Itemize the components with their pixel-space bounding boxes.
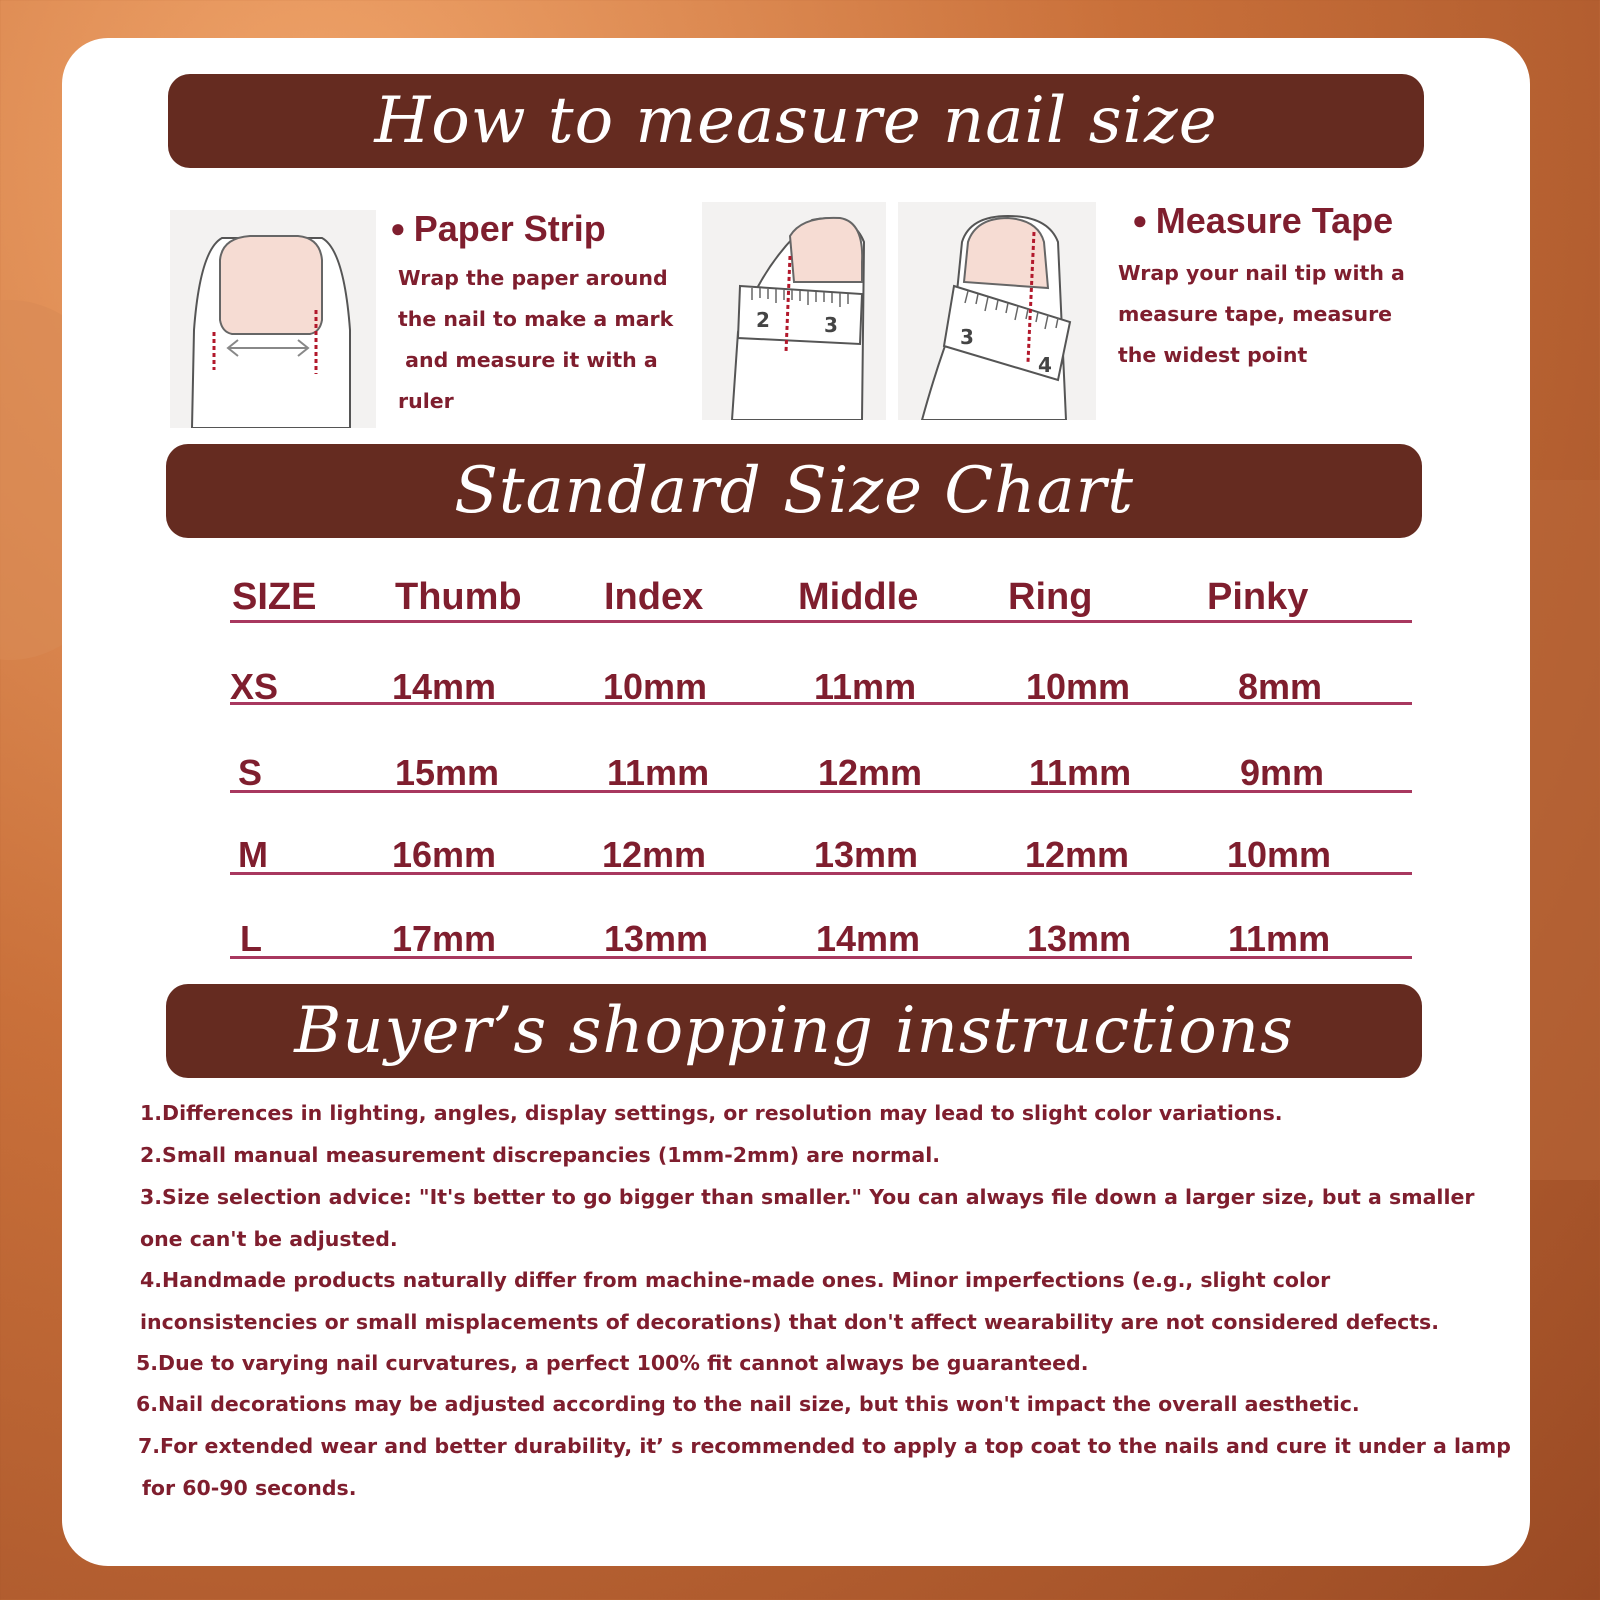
instructions-title-banner — [166, 984, 1422, 1078]
measure-tape-illustration-1 — [702, 202, 886, 420]
measure-tape-description — [1118, 253, 1418, 376]
table-cell: 13mm — [814, 834, 919, 875]
paper-strip-line: the nail to make a mark — [398, 307, 674, 331]
table-cell-size: L — [240, 918, 262, 959]
table-cell: 13mm — [604, 918, 709, 959]
content-card — [62, 38, 1530, 1566]
table-header-middle: Middle — [798, 576, 919, 618]
instruction-line: 3.Size selection advice: "It's better to go bigger than smaller." You can always file down a larger size, but a smaller — [140, 1185, 1475, 1209]
instructions-title: Buyer’s shopping instructions — [294, 994, 1294, 1068]
paper-strip-title: Paper Strip — [413, 208, 606, 249]
table-header-index: Index — [604, 576, 704, 618]
measure-tape-heading — [1132, 200, 1393, 242]
table-cell-size: XS — [230, 666, 279, 707]
table-cell: 10mm — [1026, 666, 1131, 707]
instruction-line: 7.For extended wear and better durability, it’ s recommended to apply a top coat to the nails and cure it under a lamp — [138, 1434, 1511, 1458]
instruction-line: 6.Nail decorations may be adjusted according to the nail size, but this won't impact the overall aesthetic. — [136, 1392, 1360, 1416]
table-cell: 12mm — [818, 752, 923, 793]
table-header-size: SIZE — [232, 576, 317, 618]
table-cell-size: S — [238, 752, 263, 793]
measure-tape-line: the widest point — [1118, 343, 1308, 367]
bullet-icon: ● — [390, 213, 406, 243]
measure-tape-title: Measure Tape — [1155, 200, 1394, 241]
table-header-ring: Ring — [1008, 576, 1093, 618]
instruction-line: 4.Handmade products naturally differ from machine-made ones. Minor imperfections (e.g., slight color — [140, 1268, 1331, 1292]
measure-tape-illustration-2 — [898, 202, 1096, 420]
tape-number: 2 — [756, 308, 770, 332]
measure-tape-line: Wrap your nail tip with a — [1118, 261, 1405, 285]
tape-number: 4 — [1038, 353, 1052, 377]
table-cell: 12mm — [1025, 834, 1130, 875]
instruction-line: 2.Small manual measurement discrepancies (1mm-2mm) are normal. — [140, 1143, 941, 1167]
table-cell: 11mm — [607, 752, 710, 793]
instruction-line: one can't be adjusted. — [140, 1227, 398, 1251]
size-chart-title: Standard Size Chart — [454, 454, 1134, 528]
paper-strip-description — [398, 258, 688, 422]
paper-strip-heading — [390, 208, 606, 250]
table-cell: 14mm — [816, 918, 921, 959]
table-cell: 16mm — [392, 834, 497, 875]
instruction-line: 5.Due to varying nail curvatures, a perfect 100% fit cannot always be guaranteed. — [136, 1351, 1089, 1375]
table-cell: 12mm — [602, 834, 707, 875]
measure-title: How to measure nail size — [374, 84, 1218, 158]
table-cell: 10mm — [603, 666, 708, 707]
table-cell: 11mm — [1228, 918, 1331, 959]
instruction-line: 1.Differences in lighting, angles, display settings, or resolution may lead to slight color variations. — [140, 1101, 1283, 1125]
table-header-pinky: Pinky — [1207, 576, 1309, 618]
measure-tape-line: measure tape, measure — [1118, 302, 1393, 326]
table-cell: 9mm — [1240, 752, 1325, 793]
tape-number: 3 — [960, 325, 974, 349]
table-cell-size: M — [238, 834, 268, 875]
paper-strip-line: and measure it with a — [398, 348, 658, 372]
size-chart-title-banner — [166, 444, 1422, 538]
paper-strip-line: ruler — [398, 389, 454, 413]
bullet-icon: ● — [1132, 205, 1148, 235]
instruction-line: inconsistencies or small misplacements of decorations) that don't affect wearability are not considered defects. — [140, 1310, 1440, 1334]
table-rule — [230, 620, 1412, 623]
table-header-thumb: Thumb — [395, 576, 522, 618]
paper-strip-illustration — [170, 210, 376, 428]
table-cell: 15mm — [395, 752, 500, 793]
table-cell: 10mm — [1227, 834, 1332, 875]
instruction-line: for 60-90 seconds. — [142, 1476, 357, 1500]
tape-number: 3 — [824, 313, 838, 337]
table-cell: 8mm — [1238, 666, 1323, 707]
table-cell: 11mm — [814, 666, 917, 707]
paper-strip-line: Wrap the paper around — [398, 266, 668, 290]
table-cell: 13mm — [1027, 918, 1132, 959]
table-cell: 17mm — [392, 918, 497, 959]
table-cell: 14mm — [392, 666, 497, 707]
measure-title-banner — [168, 74, 1424, 168]
table-cell: 11mm — [1029, 752, 1132, 793]
